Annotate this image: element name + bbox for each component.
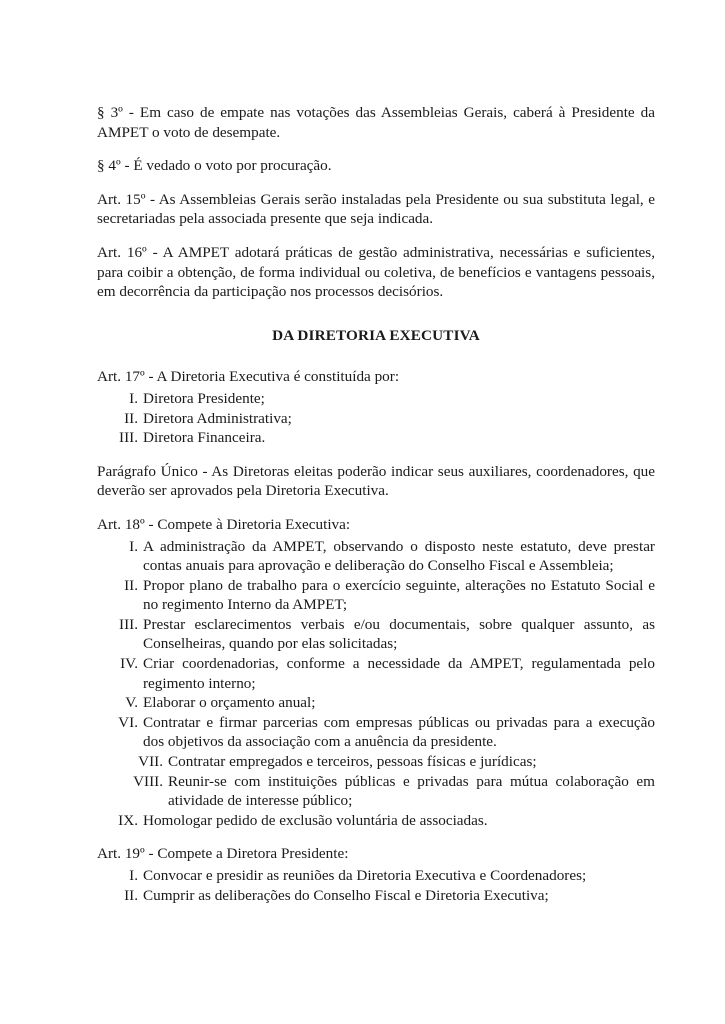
list-item-text: Propor plano de trabalho para o exercício seguinte, alterações no Estatuto Social e no regimento Interno da AMPET;	[143, 576, 655, 614]
list-item	[97, 654, 655, 693]
article-19-lead: Art. 19º - Compete a Diretora Presidente:	[97, 845, 349, 863]
list-item-text: Elaborar o orçamento anual;	[143, 694, 316, 712]
list-item-numeral: III.	[119, 615, 138, 633]
list-item-text: Prestar esclarecimentos verbais e/ou documentais, sobre qualquer assunto, as Conselheiras, quando por elas solicitadas;	[143, 615, 655, 653]
list-item-numeral: VI.	[118, 713, 138, 731]
list-item-numeral: I.	[129, 867, 138, 884]
list-item-numeral: II.	[124, 409, 138, 427]
paragraph-3: § 3º - Em caso de empate nas votações das Assembleias Gerais, caberá à Presidente da AMPET o voto de desempate.	[97, 104, 655, 141]
list-item-numeral: II.	[124, 886, 138, 904]
list-item-text: Reunir-se com instituições públicas e privadas para mútua colaboração em atividade de interesse público;	[168, 772, 655, 810]
paragraph-4: § 4º - É vedado o voto por procuração.	[97, 157, 332, 175]
section-heading-diretoria-executiva: DA DIRETORIA EXECUTIVA	[272, 326, 480, 344]
list-item-numeral: IX.	[118, 811, 138, 829]
list-item-text: Criar coordenadorias, conforme a necessidade da AMPET, regulamentada pelo regimento interno;	[143, 655, 655, 692]
list-item	[97, 772, 655, 811]
list-item-text: Convocar e presidir as reuniões da Diretoria Executiva e Coordenadores;	[143, 867, 587, 884]
list-item	[97, 811, 655, 831]
article-15: Art. 15º - As Assembleias Gerais serão instaladas pela Presidente ou sua substituta legal, e secretariadas pela associada presente que seja indicada.	[97, 190, 655, 228]
paragrafo-unico: Parágrafo Único - As Diretoras eleitas poderão indicar seus auxiliares, coordenadores, que deverão ser aprovados pela Diretoria Executiva.	[97, 462, 655, 500]
list-item-text: Diretora Administrativa;	[143, 409, 292, 427]
list-item	[97, 615, 655, 654]
list-item-numeral: I.	[129, 389, 138, 407]
list-item	[97, 713, 655, 752]
list-item-numeral: V.	[125, 694, 138, 712]
list-item-text: Contratar e firmar parcerias com empresas públicas ou privadas para a execução dos objetivos da associação com a anuência da presidente.	[143, 713, 655, 751]
list-item-numeral: I.	[129, 537, 138, 555]
list-item-text: Cumprir as deliberações do Conselho Fiscal e Diretoria Executiva;	[143, 886, 549, 904]
article-17-lead: Art. 17º - A Diretoria Executiva é constituída por:	[97, 368, 400, 386]
document-body	[97, 103, 655, 905]
list-item	[97, 752, 655, 772]
list-item-text: Diretora Financeira.	[143, 429, 266, 447]
list-item-text: A administração da AMPET, observando o disposto neste estatuto, deve prestar contas anuais para aprovação e deliberação do Conselho Fiscal e Assembleia;	[143, 537, 655, 575]
list-item	[97, 537, 655, 576]
article-18-list	[97, 537, 655, 831]
list-item-numeral: IV.	[120, 655, 138, 673]
list-item	[97, 866, 655, 886]
article-18-lead: Art. 18º - Compete à Diretoria Executiva:	[97, 515, 351, 533]
list-item-text: Diretora Presidente;	[143, 389, 265, 407]
list-item-text: Homologar pedido de exclusão voluntária de associadas.	[143, 811, 488, 829]
list-item-numeral: VIII.	[133, 772, 163, 790]
list-item	[97, 428, 655, 448]
list-item	[97, 693, 655, 713]
list-item-numeral: VII.	[138, 753, 163, 771]
list-item	[97, 389, 655, 409]
list-item-text: Contratar empregados e terceiros, pessoas físicas e jurídicas;	[168, 753, 537, 771]
list-item-numeral: II.	[124, 576, 138, 594]
list-item	[97, 886, 655, 906]
list-item	[97, 409, 655, 429]
article-19-list	[97, 866, 655, 905]
article-16: Art. 16º - A AMPET adotará práticas de gestão administrativa, necessárias e suficientes, para coibir a obtenção, de forma individual ou coletiva, de benefícios e vantagens pessoais, em decorrência da participação nos processos decisórios.	[97, 243, 655, 301]
list-item-numeral: III.	[119, 429, 138, 447]
article-17-list	[97, 389, 655, 448]
list-item	[97, 576, 655, 615]
